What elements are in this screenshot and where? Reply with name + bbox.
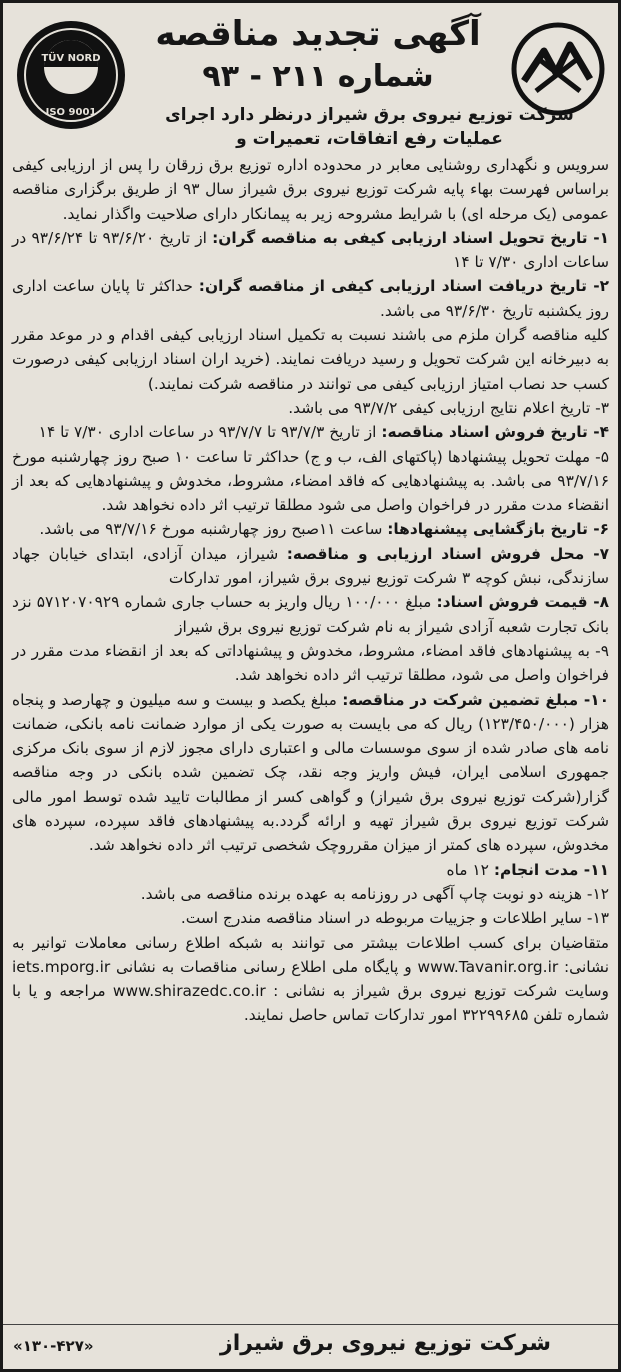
- notice-intro-top: شرکت توزیع نیروی برق شیراز درنظر دارد اجرای عملیات رفع اتفاقات، تعمیرات و: [165, 105, 574, 149]
- notice-item: [12, 226, 609, 275]
- item-text: مبلغ ۱۰۰/۰۰۰ ریال واریز به حساب جاری شماره ۵۷۱۲۰۷۰۹۲۹ نزد بانک تجارت شعبه آزادی شیراز به نام شرکت توزیع نیروی برق شیراز: [12, 593, 609, 636]
- item-text: ۱۳- سایر اطلاعات و جزییات مربوطه در اسناد مناقصه مندرج است.: [180, 909, 609, 928]
- item-text: از تاریخ ۹۳/۶/۲۰ تا ۹۳/۶/۲۴ در ساعات اداری ۷/۳۰ تا ۱۴: [12, 228, 609, 272]
- notice-footer: [3, 1324, 618, 1369]
- item-heading: ۱۰- مبلغ تضمین شرکت در مناقصه:: [342, 690, 609, 709]
- item-text: شیراز، میدان آزادی، ابتدای خیابان جهاد سازندگی، نبش کوچه ۳ شرکت توزیع نیروی برق شیراز، امور تدارکات: [12, 544, 609, 588]
- notice-item: [12, 274, 609, 323]
- notice-item: [12, 420, 609, 444]
- item-heading: ۶- تاریخ بازگشایی پیشنهادها:: [387, 520, 609, 539]
- notice-item: [12, 688, 609, 858]
- notice-item: [12, 323, 609, 396]
- notice-item: [12, 639, 609, 688]
- notice-contact: [12, 931, 609, 1028]
- item-heading: ۴- تاریخ فروش اسناد مناقصه:: [381, 423, 609, 442]
- notice-item: [12, 882, 609, 906]
- notice-item: [12, 906, 609, 930]
- footer-company: شرکت توزیع نیروی برق شیراز: [220, 1331, 551, 1356]
- notice-body: [3, 153, 618, 1028]
- item-text: ۳- تاریخ اعلام نتایج ارزیابی کیفی ۹۳/۷/۲ می باشد.: [288, 398, 609, 417]
- item-text: حداکثر تا پایان ساعت اداری روز یکشنبه تاریخ ۹۳/۶/۳۰ می باشد.: [12, 277, 609, 320]
- item-heading: ۱۱- مدت انجام:: [493, 860, 609, 879]
- item-heading: ۸- قیمت فروش اسناد:: [436, 593, 609, 612]
- item-heading: ۱- تاریخ تحویل اسناد ارزیابی کیفی به مناقصه گران:: [212, 228, 609, 247]
- item-text: ۹- به پیشنهادهای فاقد امضاء، مشروط، مخدوش و پیشنهاداتی که بعد از انقضاء مدت مقرر در فراخوان واصل می شود، مطلقا ترتیب اثر داده نخواهد شد.: [12, 641, 609, 685]
- notice-intro: سرویس و نگهداری روشنایی معابر در محدوده اداره توزیع برق زرقان را پس از ارزیابی کیفی براساس فهرست بهاء پایه شرکت توزیع نیروی برق شیراز سال ۹۳ از طریق برگزاری مناقصه عمومی (یک مرحله ای) با شرایط مشروحه زیر به پیمانکار دارای صلاحیت واگذار نماید.: [12, 156, 609, 223]
- item-text: کلیه مناقصه گران ملزم می باشند نسبت به تکمیل اسناد ارزیابی کیفی اقدام و در موعد مقرر به دبیرخانه این شرکت تحویل و رسید دریافت نمایند. (خرید اران اسناد ارزیابی کیفی درصورت کسب حد نصاب امتیاز ارزیابی کیفی می توانند در مناقصه شرکت نمایند.): [12, 326, 609, 393]
- item-text: ۱۲- هزینه دو نوبت چاپ آگهی در روزنامه به عهده برنده مناقصه می باشد.: [140, 884, 609, 903]
- notice-number: شماره ۲۱۱ - ۹۳: [202, 59, 434, 94]
- item-heading: ۷- محل فروش اسناد ارزیابی و مناقصه:: [286, 544, 610, 563]
- notice-item: [12, 590, 609, 639]
- notice-header: [3, 3, 618, 153]
- item-text: مبلغ یکصد و بیست و سه میلیون و چهارصد و پنجاه هزار (۱۲۳/۴۵۰/۰۰۰) ریال که می بایست به صورت یکی از موارد ضمانت نامه بانکی، ضمانت نامه های صادر شده از سوی موسسات مالی و اعتباری دارای مجوز لازم از سوی بانک مرکزی جمهوری اسلامی ایران، فیش واریز وجه نقد، چک تضمین شده بانکی در وجه مناقصه گزار(شرکت توزیع نیروی برق شیراز) و گواهی کسر از مطالبات تایید شده توسط امور مالی شرکت توزیع نیروی برق شیراز تهیه و ارائه گردد.به پیشنهادهای فاقد سپرده، سپرده های مخدوش، سپرده های کمتر از میزان مقرروچک شخصی ترتیب اثر داده نخواهد شد.: [12, 690, 609, 855]
- svg-text:TÜV NORD: TÜV NORD: [41, 53, 101, 64]
- svg-text:ISO 9001: ISO 9001: [45, 107, 97, 118]
- notice-item: [12, 858, 609, 882]
- tuv-nord-iso-logo: [13, 17, 129, 135]
- item-text: ۵- مهلت تحویل پیشنهادها (پاکتهای الف، ب و ج) حداکثر تا ساعت ۱۰ صبح روز چهارشنبه مورخ ۹۳/۷/۱۶ می باشد. به پیشنهادهایی که فاقد امضاء، مشروط، مخدوش و پیشنهادهایی که بعد از انقضاء مدت مقرر در فراخوان واصل می شود مطلقا ترتیب اثر داده نخواهد شد.: [12, 447, 609, 515]
- item-text: ساعت ۱۱صبح روز چهارشنبه مورخ ۹۳/۷/۱۶ می باشد.: [39, 520, 388, 539]
- notice-item: [12, 517, 609, 541]
- notice-item: [12, 445, 609, 518]
- item-heading: ۲- تاریخ دریافت اسناد ارزیابی کیفی از مناقصه گران:: [198, 277, 609, 296]
- item-text: ۱۲ ماه: [446, 860, 494, 879]
- notice-item: [12, 396, 609, 420]
- item-text: متقاضیان برای کسب اطلاعات بیشتر می توانند به شبکه اطلاع رسانی معاملات توانیر به نشانی: www.Tavanir.org.ir و پایگاه ملی اطلاع رسانی مناقصات به نشانی iets.mporg.ir وسایت شرکت توزیع نیروی برق شیراز به نشانی : www.shirazedc.co.ir مراجعه و یا با شماره تلفن ۳۲۲۹۹۶۸۵ امور تدارکات تماس حاصل نمایند.: [12, 933, 609, 1025]
- notice-title: آگهی تجدید مناقصه: [155, 14, 481, 54]
- notice-item: [12, 542, 609, 591]
- footer-code: «۱۳۰-۴۲۷»: [13, 1337, 94, 1355]
- item-text: از تاریخ ۹۳/۷/۳ تا ۹۳/۷/۷ در ساعات اداری ۷/۳۰ تا ۱۴: [38, 423, 382, 442]
